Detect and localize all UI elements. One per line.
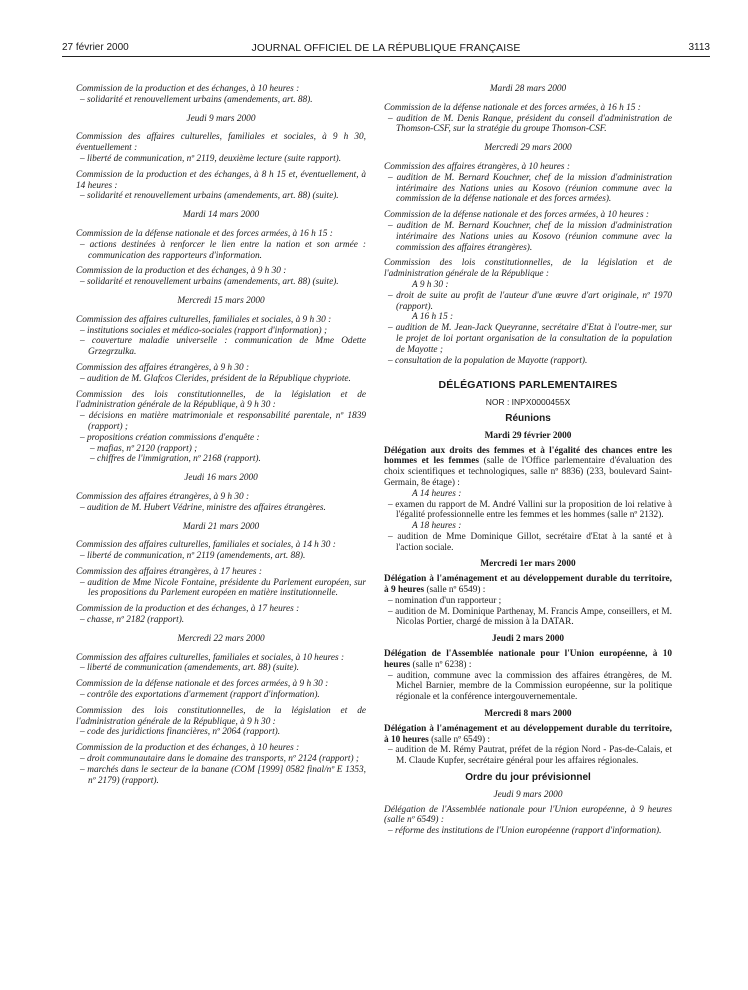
commission-line: Commission de la production et des échanges, à 10 heures :: [76, 84, 300, 94]
agenda-item: – audition de Mme Nicole Fontaine, présidente du Parlement européen, sur les propositions du Parlement européen en matière institutionnelle.: [80, 577, 366, 599]
agenda-item: – audition de M. Bernard Kouchner, chef de la mission d'administration intérimaire des Nations unies au Kosovo (réunion commune avec la commission des affaires étrangères).: [388, 220, 672, 253]
commission-line: Commission des affaires culturelles, familiales et sociales, à 14 h 30 :: [76, 540, 336, 551]
agenda-item: – examen du rapport de M. André Vallini sur la proposition de loi relative à l'égalité professionnelle entre les femmes et les hommes (salle nº 2132).: [388, 499, 672, 521]
agenda-item: – audition de M. Glafcos Clerides, président de la République chypriote.: [80, 373, 351, 384]
day-heading: Jeudi 9 mars 2000: [493, 789, 563, 800]
day-heading: Mercredi 22 mars 2000: [177, 633, 265, 644]
agenda-subitem: – mafias, nº 2120 (rapport) ;: [90, 443, 198, 454]
day-heading: Jeudi 16 mars 2000: [184, 473, 258, 484]
commission-line: Commission de la défense nationale et des forces armées, à 9 h 30 :: [76, 679, 329, 690]
commission-line: Commission des lois constitutionnelles, de la législation et de l'administration générale de la République :: [384, 258, 672, 280]
right-column: [384, 84, 672, 842]
agenda-entry: [76, 170, 366, 202]
commission-line: Commission des affaires culturelles, familiales et sociales, à 9 h 30 :: [76, 314, 332, 325]
agenda-item: – couverture maladie universelle : communication de Mme Odette Grzegrzulka.: [80, 336, 366, 358]
agenda-item: – solidarité et renouvellement urbains (amendements, art. 88) (suite).: [80, 191, 339, 202]
agenda-item: – audition de M. Jean-Jack Queyranne, secrétaire d'Etat à l'outre-mer, sur le projet de loi portant organisation de la consultation de la population de Mayotte ;: [388, 323, 672, 355]
agenda-item: – chasse, nº 2182 (rapport).: [80, 615, 185, 626]
agenda-item: – audition de M. Denis Ranque, président du conseil d'administration de Thomson-CSF, sur la stratégie du groupe Thomson-CSF.: [388, 113, 672, 135]
agenda-item: – audition, commune avec la commission des affaires étrangères, de M. Michel Barnier, membre de la Commission européenne, sur la politique régionale et la conférence intergouvernementale.: [388, 670, 672, 703]
commission-line: Commission des lois constitutionnelles, de la législation et de l'administration générale de la République, à 9 h 30 :: [76, 389, 366, 411]
time-label: A 14 heures :: [412, 488, 462, 499]
section-title: DÉLÉGATIONS PARLEMENTAIRES: [438, 379, 618, 392]
agenda-entry: [76, 390, 366, 466]
delegation-entry: [384, 446, 672, 554]
nor-reference: NOR : INPX0000455X: [485, 397, 571, 408]
agenda-item: – code des juridictions financières, nº 2064 (rapport).: [80, 727, 281, 738]
agenda-entry: [76, 315, 366, 358]
agenda-subitem: – chiffres de l'immigration, nº 2168 (rapport).: [90, 454, 261, 465]
agenda-item: – audition de Mme Dominique Gillot, secrétaire d'Etat à la santé et à l'action sociale.: [388, 531, 672, 553]
day-heading: Mercredi 29 mars 2000: [484, 143, 572, 154]
agenda-item: – audition de M. Hubert Védrine, ministre des affaires étrangères.: [80, 502, 326, 513]
agenda-item: – institutions sociales et médico-sociales (rapport d'information) ;: [80, 325, 328, 336]
agenda-item: – droit de suite au profit de l'auteur d'une œuvre d'art originale, nº 1970 (rapport).: [388, 290, 672, 312]
day-heading: Jeudi 9 mars 2000: [186, 113, 256, 124]
time-label: A 9 h 30 :: [412, 279, 449, 290]
agenda-item: – droit communautaire dans le domaine des transports, nº 2124 (rapport) ;: [80, 754, 360, 765]
agenda-entry: [76, 229, 366, 261]
day-heading: Jeudi 2 mars 2000: [491, 634, 565, 645]
agenda-entry: [76, 679, 366, 701]
agenda-entry: [76, 84, 366, 106]
commission-line: Commission de la défense nationale et des forces armées, à 10 heures :: [384, 210, 650, 221]
day-heading: Mardi 28 mars 2000: [489, 84, 567, 94]
delegation-location: (salle nº 6549) :: [428, 734, 490, 745]
delegation-entry: [384, 724, 672, 767]
agenda-item: – liberté de communication (amendements, art. 88) (suite).: [80, 663, 299, 674]
delegation-name: Délégation à l'aménagement et au développement durable du territoire, à 9 heures: [384, 574, 672, 596]
agenda-entry: [384, 258, 672, 366]
delegation-location: (salle nº 6238) :: [410, 659, 472, 670]
commission-line: Délégation de l'Assemblée nationale pour l'Union européenne, à 9 heures (salle nº 6549) :: [384, 804, 672, 826]
commission-line: Commission des affaires étrangères, à 9 h 30 :: [76, 362, 250, 373]
agenda-entry: [76, 604, 366, 626]
commission-line: Commission des affaires étrangères, à 17 heures :: [76, 566, 262, 577]
agenda-item: – marchés dans le secteur de la banane (COM [1999] 0582 final/nº E 1353, nº 2179) (rapport).: [80, 764, 366, 786]
commission-line: Commission des affaires culturelles, familiales et sociales, à 9 h 30, éventuellement :: [76, 132, 366, 154]
agenda-entry: [76, 363, 366, 385]
day-heading: Mardi 14 mars 2000: [182, 210, 260, 221]
commission-line: Commission de la production et des échanges, à 8 h 15 et, éventuellement, à 14 heures :: [76, 169, 366, 191]
commission-line: Commission des affaires étrangères, à 10 heures :: [384, 161, 570, 172]
agenda-item: – solidarité et renouvellement urbains (amendements, art. 88) (suite).: [80, 277, 339, 288]
day-heading: Mercredi 15 mars 2000: [177, 295, 265, 306]
header-title: JOURNAL OFFICIEL DE LA RÉPUBLIQUE FRANÇAISE: [251, 42, 521, 54]
agenda-entry: [76, 266, 366, 288]
delegation-name: Délégation de l'Assemblée nationale pour l'Union européenne, à 10 heures: [384, 649, 672, 670]
agenda-entry: [76, 743, 366, 786]
agenda-item: – solidarité et renouvellement urbains (amendements, art. 88).: [80, 94, 313, 105]
agenda-item: – nomination d'un rapporteur ;: [388, 595, 502, 606]
page-number: 3113: [688, 42, 710, 53]
agenda-entry: [384, 162, 672, 205]
agenda-item: – contrôle des exportations d'armement (rapport d'information).: [80, 690, 320, 701]
delegation-location: (salle de l'Office parlementaire d'évaluation des choix scientifiques et technologiques, salle nº 8836) (233, boulevard Saint-Germain, 8e étage) :: [384, 456, 672, 488]
commission-line: Commission des affaires étrangères, à 9 h 30 :: [76, 491, 250, 502]
commission-line: Commission de la production et des échanges, à 10 heures :: [76, 743, 300, 754]
delegation-location: (salle nº 6549) :: [424, 585, 486, 596]
running-header: [62, 40, 710, 57]
agenda-entry: [76, 492, 366, 514]
agenda-item: – consultation de la population de Mayotte (rapport).: [388, 355, 588, 366]
commission-line: Commission de la production et des échanges, à 17 heures :: [76, 604, 300, 615]
commission-line: Commission de la défense nationale et des forces armées, à 16 h 15 :: [384, 102, 641, 113]
agenda-item: – audition de M. Bernard Kouchner, chef de la mission d'administration intérimaire des Nations unies au Kosovo (réunion commune avec la commission de la défense nationale et des forces armées).: [388, 172, 672, 205]
agenda-entry: [384, 210, 672, 253]
delegation-entry: [384, 649, 672, 703]
delegation-name: Délégation à l'aménagement et au développement durable du territoire, à 10 heures: [384, 723, 672, 745]
left-column: [76, 84, 366, 791]
agenda-item: – liberté de communication, nº 2119, deuxième lecture (suite rapport).: [80, 153, 342, 164]
agenda-item: – audition de M. Dominique Parthenay, M. Francis Ampe, conseillers, et M. Nicolas Portier, chargé de mission à la DATAR.: [388, 606, 672, 628]
subsection-title: Ordre du jour prévisionnel: [465, 772, 591, 784]
delegation-entry: [384, 574, 672, 628]
commission-line: Commission des lois constitutionnelles, de la législation et de l'administration générale de la République, à 9 h 30 :: [76, 705, 366, 727]
agenda-entry: [76, 540, 366, 562]
agenda-entry: [384, 103, 672, 135]
subsection-title: Réunions: [505, 412, 551, 424]
commission-line: Commission de la défense nationale et des forces armées, à 16 h 15 :: [76, 228, 333, 239]
agenda-item: – liberté de communication, nº 2119 (amendements, art. 88).: [80, 551, 306, 562]
agenda-item: – audition de M. Rémy Pautrat, préfet de la région Nord - Pas-de-Calais, et M. Claude Kupfer, secrétaire général pour les affaires régionales.: [388, 745, 672, 767]
time-label: A 18 heures :: [412, 521, 462, 532]
day-heading: Mardi 21 mars 2000: [182, 521, 260, 532]
agenda-item: – réforme des institutions de l'Union européenne (rapport d'information).: [388, 826, 662, 837]
commission-line: Commission des affaires culturelles, familiales et sociales, à 10 heures :: [76, 652, 345, 663]
agenda-entry: [76, 567, 366, 599]
header-date: 27 février 2000: [62, 42, 129, 53]
agenda-item: – propositions création commissions d'enquête :: [80, 432, 260, 443]
agenda-entry: [76, 653, 366, 675]
agenda-item: – décisions en matière matrimoniale et responsabilité parentale, nº 1839 (rapport) ;: [80, 411, 366, 432]
agenda-item: – actions destinées à renforcer le lien entre la nation et son armée : communication des rapporteurs d'information.: [80, 239, 366, 261]
agenda-entry: [76, 706, 366, 738]
delegation-name: Délégation aux droits des femmes et à l'égalité des chances entre les hommes et les femmes: [384, 445, 672, 467]
day-heading: Mercredi 1er mars 2000: [480, 559, 576, 570]
time-label: A 16 h 15 :: [412, 312, 454, 323]
commission-line: Commission de la production et des échanges, à 9 h 30 :: [76, 266, 287, 277]
delegation-entry: [384, 805, 672, 837]
agenda-entry: [76, 132, 366, 164]
day-heading: Mardi 29 février 2000: [484, 430, 572, 441]
day-heading: Mercredi 8 mars 2000: [484, 709, 572, 720]
